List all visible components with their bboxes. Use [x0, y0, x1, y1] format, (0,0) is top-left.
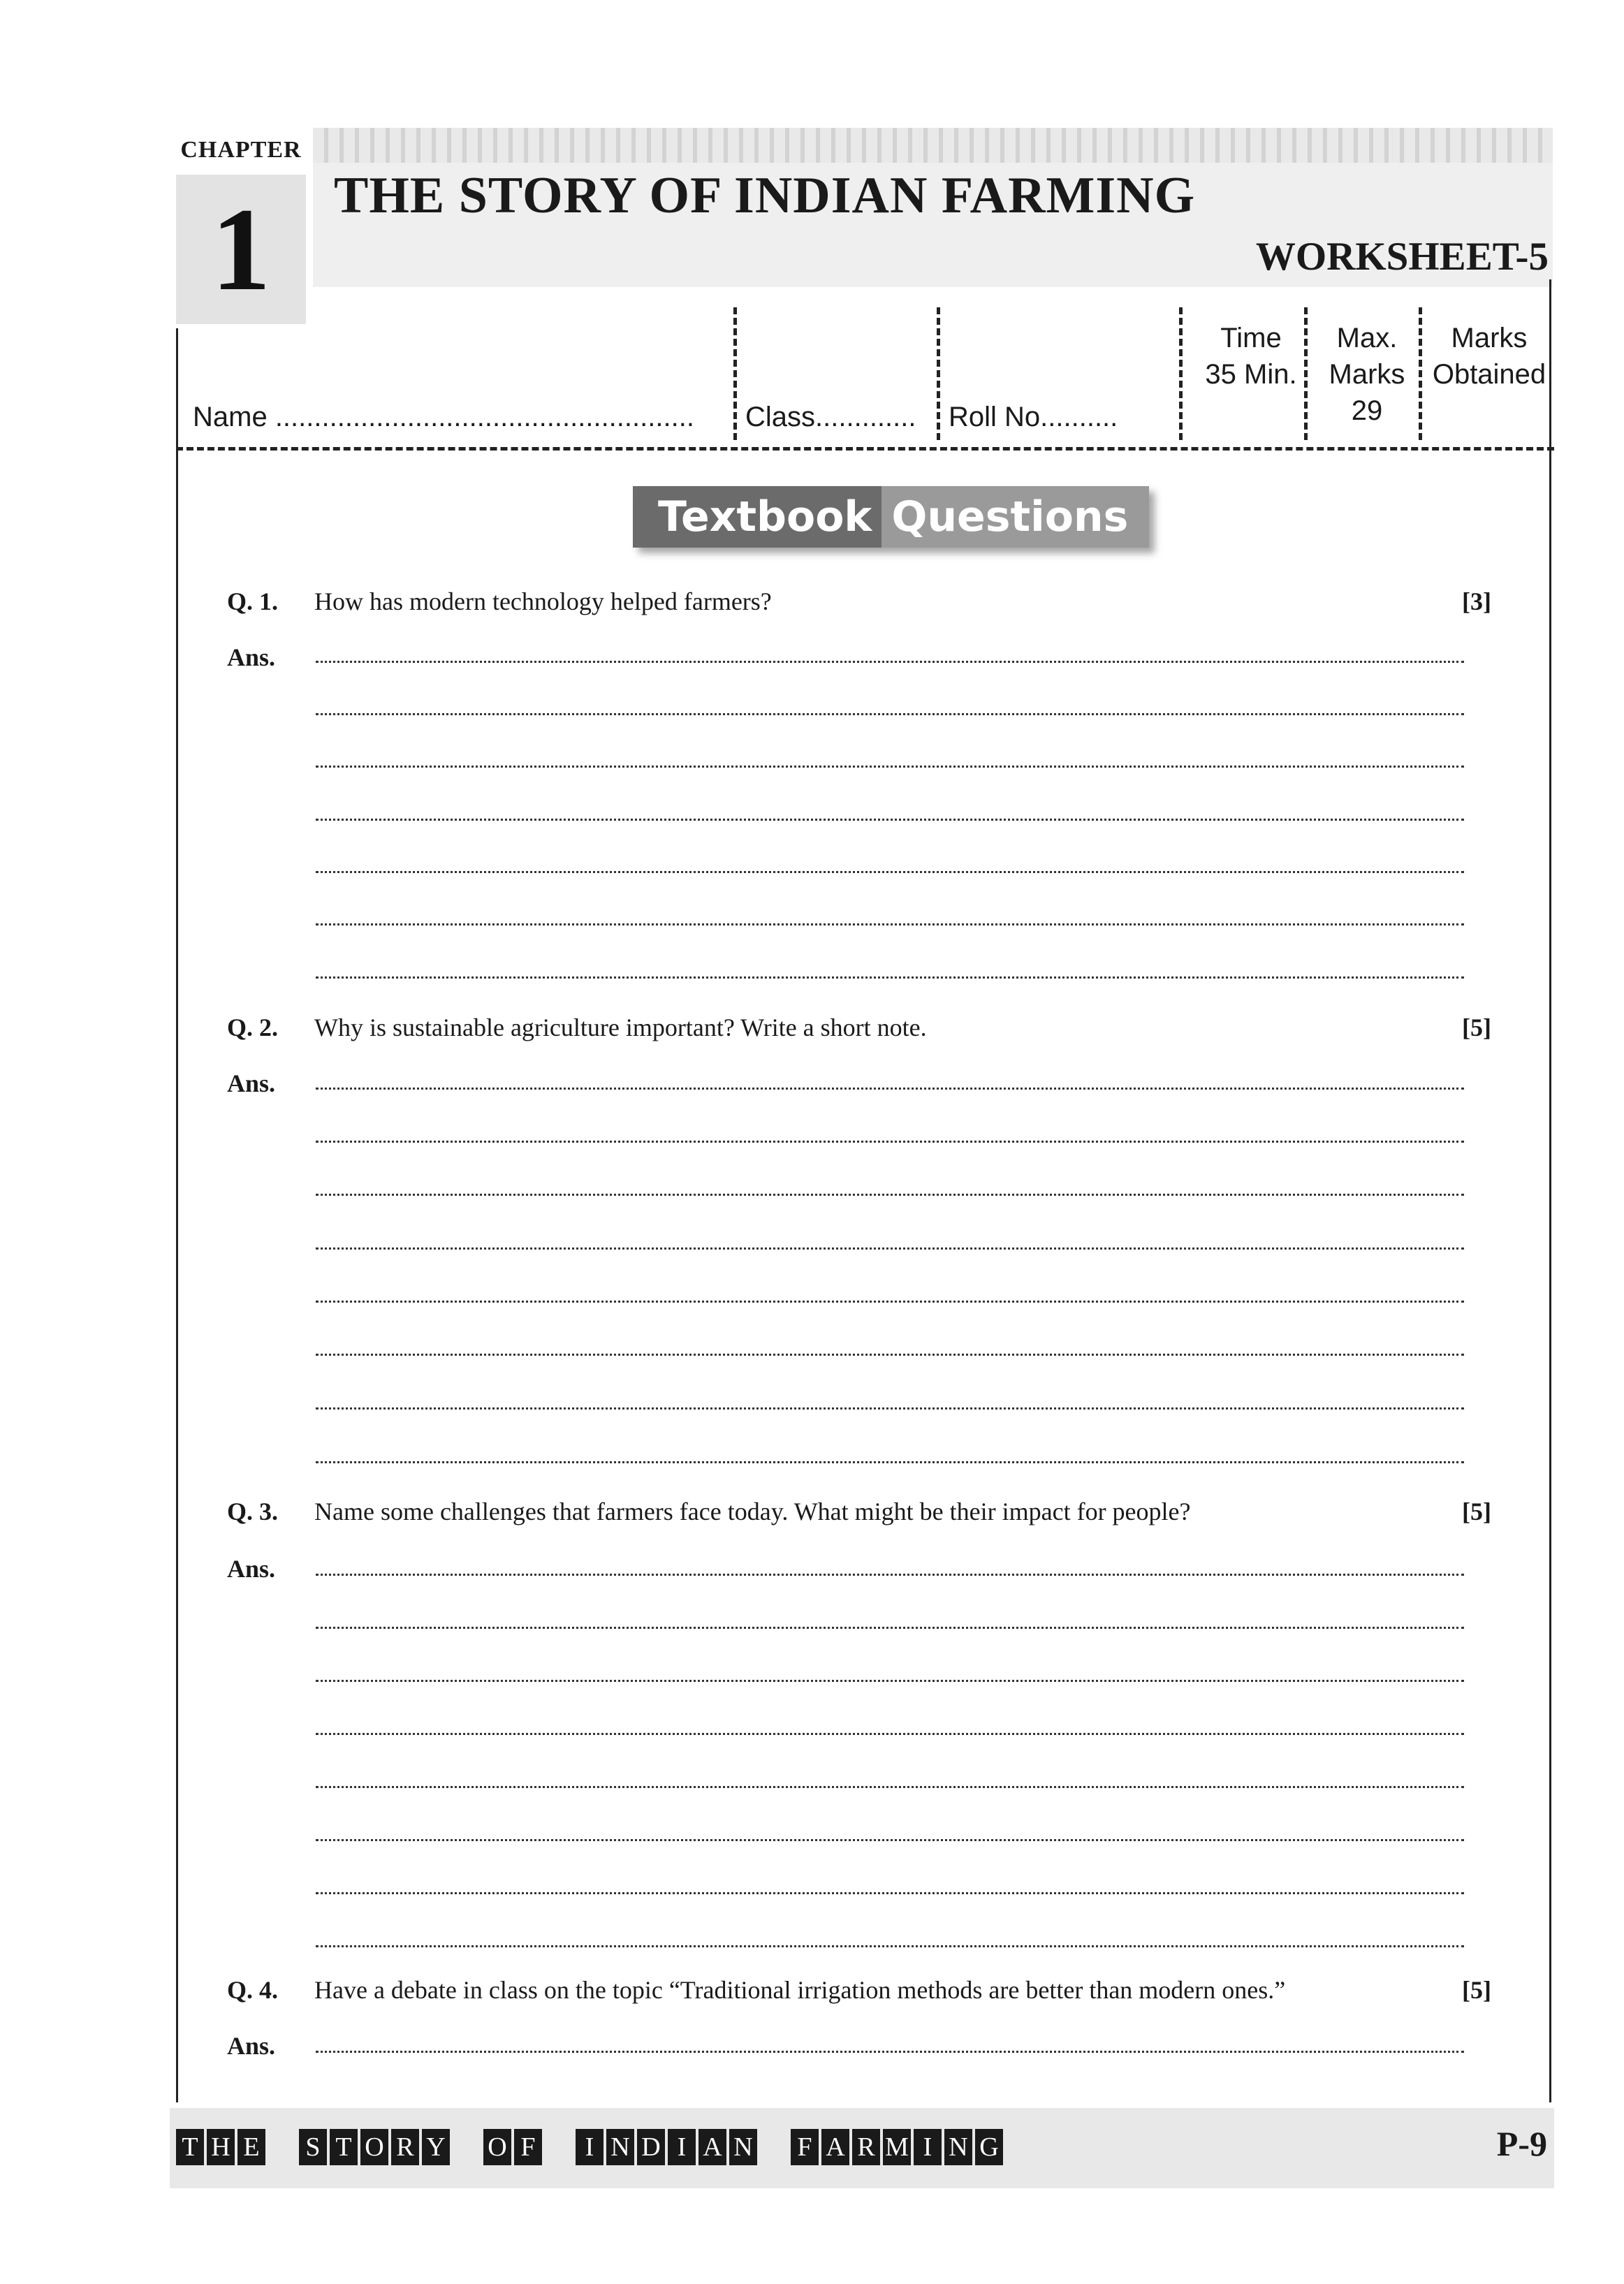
footer-word [176, 2129, 268, 2167]
question-number: Q. 2. [227, 1013, 279, 1041]
answer-line[interactable] [316, 819, 1464, 821]
marks-obtained-label: Marks [1451, 323, 1528, 353]
marks-obtained-label-2: Obtained [1432, 359, 1546, 390]
footer-letter: E [237, 2129, 265, 2165]
worksheet-label: WORKSHEET-5 [1255, 235, 1549, 279]
footer-letter: N [606, 2129, 634, 2165]
footer-letter: S [299, 2129, 327, 2165]
footer-letter: F [791, 2129, 819, 2165]
question-text: Why is sustainable agriculture important? Write a short note. [314, 1013, 927, 1041]
question-marks: [5] [1462, 1498, 1491, 1525]
answer-line[interactable] [316, 976, 1464, 979]
footer-letter: A [698, 2129, 726, 2165]
answer-line[interactable] [316, 1680, 1464, 1682]
footer-letter: G [975, 2129, 1003, 2165]
answer-line[interactable] [316, 1839, 1464, 1841]
footer-letter: N [729, 2129, 757, 2165]
max-marks-label: Max. [1336, 323, 1398, 353]
chapter-label: CHAPTER [176, 133, 306, 168]
answer-line[interactable] [316, 1354, 1464, 1356]
divider [937, 307, 940, 440]
answer-label: Ans. [227, 2032, 276, 2060]
question-number: Q. 1. [227, 587, 279, 615]
time-cell [1192, 320, 1310, 393]
answer-line[interactable] [316, 2051, 1464, 2053]
footer-letter: F [514, 2129, 542, 2165]
divider [1304, 307, 1308, 440]
divider [1179, 307, 1183, 440]
answer-line[interactable] [316, 1627, 1464, 1629]
question-marks: [5] [1462, 1013, 1491, 1041]
footer-letter: D [637, 2129, 665, 2165]
time-value: 35 Min. [1205, 359, 1297, 390]
divider [733, 307, 737, 440]
class-field[interactable]: Class............. [745, 402, 916, 432]
textbook-questions-badge [633, 486, 1149, 548]
question-text: How has modern technology helped farmers? [314, 587, 772, 615]
badge-part-2: Questions [882, 486, 1149, 548]
question-text: Have a debate in class on the topic “Traditional irrigation methods are better than modern ones.” [314, 1976, 1286, 2004]
answer-label: Ans. [227, 1555, 276, 1583]
answer-line[interactable] [316, 1945, 1464, 1947]
footer-letter: M [883, 2129, 911, 2165]
answer-line[interactable] [316, 923, 1464, 925]
answer-label: Ans. [227, 1069, 276, 1097]
footer-word [576, 2129, 760, 2167]
answer-line[interactable] [316, 1786, 1464, 1788]
answer-line[interactable] [316, 661, 1464, 663]
answer-label: Ans. [227, 643, 276, 671]
footer-word [299, 2129, 453, 2167]
max-marks-label-2: Marks [1329, 359, 1405, 390]
answer-line[interactable] [316, 871, 1464, 873]
answer-line[interactable] [316, 1247, 1464, 1250]
footer-letter: N [944, 2129, 972, 2165]
footer-letter: O [483, 2129, 511, 2165]
footer-word [791, 2129, 1006, 2167]
footer-letter: I [576, 2129, 603, 2165]
question-number: Q. 4. [227, 1976, 279, 2004]
footer-letter: H [207, 2129, 235, 2165]
footer-letter: T [330, 2129, 358, 2165]
answer-line[interactable] [316, 1892, 1464, 1894]
page-number: P-9 [1496, 2124, 1547, 2163]
question-number: Q. 3. [227, 1498, 279, 1525]
roll-number-field[interactable]: Roll No.......... [949, 402, 1118, 432]
left-border [176, 328, 178, 2102]
footer-letter: O [360, 2129, 388, 2165]
question-text: Name some challenges that farmers face today. What might be their impact for people? [314, 1498, 1191, 1525]
answer-line[interactable] [316, 1407, 1464, 1410]
footer-letter: A [821, 2129, 849, 2165]
question-marks: [3] [1462, 587, 1491, 615]
right-border [1549, 279, 1551, 2102]
header-stripe [313, 128, 1553, 163]
answer-line[interactable] [316, 1194, 1464, 1196]
footer-letter: R [391, 2129, 419, 2165]
answer-line[interactable] [316, 1574, 1464, 1576]
marks-obtained-cell[interactable] [1426, 320, 1552, 393]
question-marks: [5] [1462, 1976, 1491, 2004]
max-marks-value: 29 [1351, 395, 1383, 426]
footer-letter: T [176, 2129, 204, 2165]
student-info-row [176, 307, 1554, 447]
answer-line[interactable] [316, 1088, 1464, 1090]
answer-line[interactable] [316, 1141, 1464, 1143]
footer-letter: R [852, 2129, 880, 2165]
footer-letter: I [668, 2129, 696, 2165]
header-separator [176, 447, 1554, 451]
answer-line[interactable] [316, 1461, 1464, 1463]
footer-letter: I [914, 2129, 942, 2165]
chapter-title: THE STORY OF INDIAN FARMING [334, 167, 1196, 224]
answer-line[interactable] [316, 1733, 1464, 1735]
footer-book-title [176, 2129, 1037, 2167]
time-label: Time [1220, 323, 1282, 353]
footer-word [483, 2129, 545, 2167]
max-marks-cell [1315, 320, 1419, 429]
answer-line[interactable] [316, 766, 1464, 768]
badge-part-1: Textbook [633, 486, 882, 548]
answer-line[interactable] [316, 1301, 1464, 1303]
chapter-number: 1 [176, 175, 306, 324]
divider [1419, 307, 1422, 440]
footer-letter: Y [422, 2129, 450, 2165]
name-field[interactable]: Name ...................................................... [193, 402, 694, 432]
answer-line[interactable] [316, 713, 1464, 715]
